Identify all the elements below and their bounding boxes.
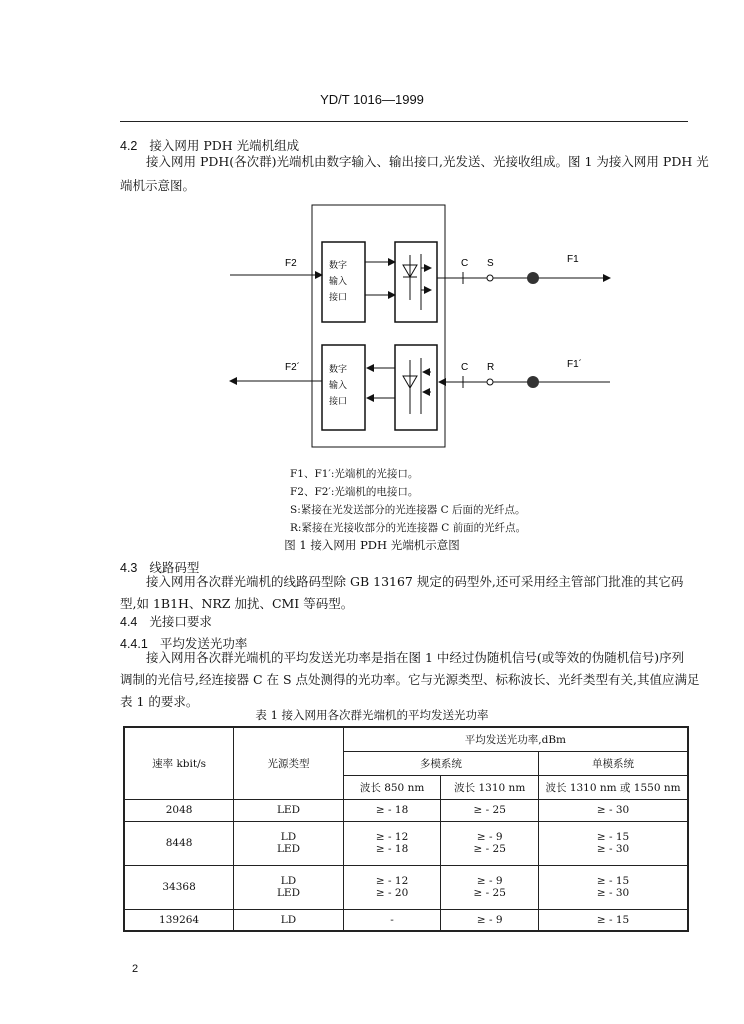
header-wavelength-1310: 波长 1310 nm [441,775,539,799]
optical-receiver-box [395,345,437,430]
section-4-4-heading: 4.4 光接口要求 [120,614,212,629]
legend-line: S:紧接在光发送部分的光连接器 C 后面的光纤点。 [290,504,526,516]
box1-line1: 数字 [329,261,348,271]
table-caption: 表 1 接入网用各次群光端机的平均发送光功率 [255,708,489,722]
power-table [123,726,689,932]
legend-line: F1、F1′:光端机的光接口。 [290,468,419,480]
box2-line2: 输入 [329,381,348,391]
table-row: 34368 LD LED ≥ - 12 ≥ - 20 ≥ - 9 ≥ - 25 ≥ - 15 ≥ - 30 [124,865,688,909]
optical-transmitter-box [395,242,437,322]
header-power: 平均发送光功率,dBm [343,727,688,751]
section-4-2-heading: 4.2 接入网用 PDH 光端机组成 [120,138,300,153]
header-rule [120,121,688,122]
section-4-2-line1: 接入网用 PDH(各次群)光端机由数字输入、输出接口,光发送、光接收组成。图 1 为接入网用 PDH 光 [146,154,709,169]
box2-line3: 接口 [329,397,348,407]
figure-legend [290,465,526,537]
header-source: 光源类型 [234,727,344,799]
label-f2p: F2´ [285,362,300,373]
header-wavelength-850: 波长 850 nm [343,775,441,799]
box2-line1: 数字 [329,365,348,375]
legend-line: R:紧接在光接收部分的光连接器 C 前面的光纤点。 [290,522,527,534]
figure-1-diagram [225,200,625,455]
label-f1: F1 [567,254,579,265]
label-c-tx: C [461,258,469,269]
table-row: 2048 LED ≥ - 18 ≥ - 25 ≥ - 30 [124,799,688,821]
section-4-3-line2: 型,如 1B1H、NRZ 加扰、CMI 等码型。 [120,596,354,611]
section-4-3-line1: 接入网用各次群光端机的线路码型除 GB 13167 规定的码型外,还可采用经主管部门批准的其它码 [146,574,684,589]
table-row: 139264 LD - ≥ - 9 ≥ - 15 [124,909,688,931]
section-4-4-1-line3: 表 1 的要求。 [120,694,199,709]
section-4-4-1-line2: 调制的光信号,经连接器 C 在 S 点处测得的光功率。它与光源类型、标称波长、光纤类型有关,其值应满足 [120,672,700,687]
fiber-reel-icon-tx [527,272,539,284]
section-4-4-1-line1: 接入网用各次群光端机的平均发送光功率是指在图 1 中经过伪随机信号(或等效的伪随机信号)序列 [146,650,685,665]
page-header: YD/T 1016—1999 [320,92,424,107]
figure-caption: 图 1 接入网用 PDH 光端机示意图 [284,538,460,552]
label-f2: F2 [285,258,297,269]
page-number: 2 [132,963,139,975]
label-s: S [487,258,494,269]
header-wavelength-1310-1550: 波长 1310 nm 或 1550 nm [539,775,688,799]
label-r: R [487,362,495,373]
table-row: 8448 LD LED ≥ - 12 ≥ - 18 ≥ - 9 ≥ - 25 ≥ - 15 ≥ - 30 [124,821,688,865]
section-4-3-heading: 4.3 线路码型 [120,560,200,575]
section-4-2-line2: 端机示意图。 [120,178,196,193]
box1-line2: 输入 [329,277,348,287]
fiber-reel-icon-rx [527,376,539,388]
header-rate: 速率 kbit/s [124,727,234,799]
box1-line3: 接口 [329,293,348,303]
header-multimode: 多模系统 [343,751,538,775]
section-4-4-1-heading: 4.4.1 平均发送光功率 [120,636,248,651]
label-f1p: F1´ [567,359,582,370]
header-singlemode: 单模系统 [539,751,688,775]
label-c-rx: C [461,362,469,373]
legend-line: F2、F2′:光端机的电接口。 [290,486,419,498]
